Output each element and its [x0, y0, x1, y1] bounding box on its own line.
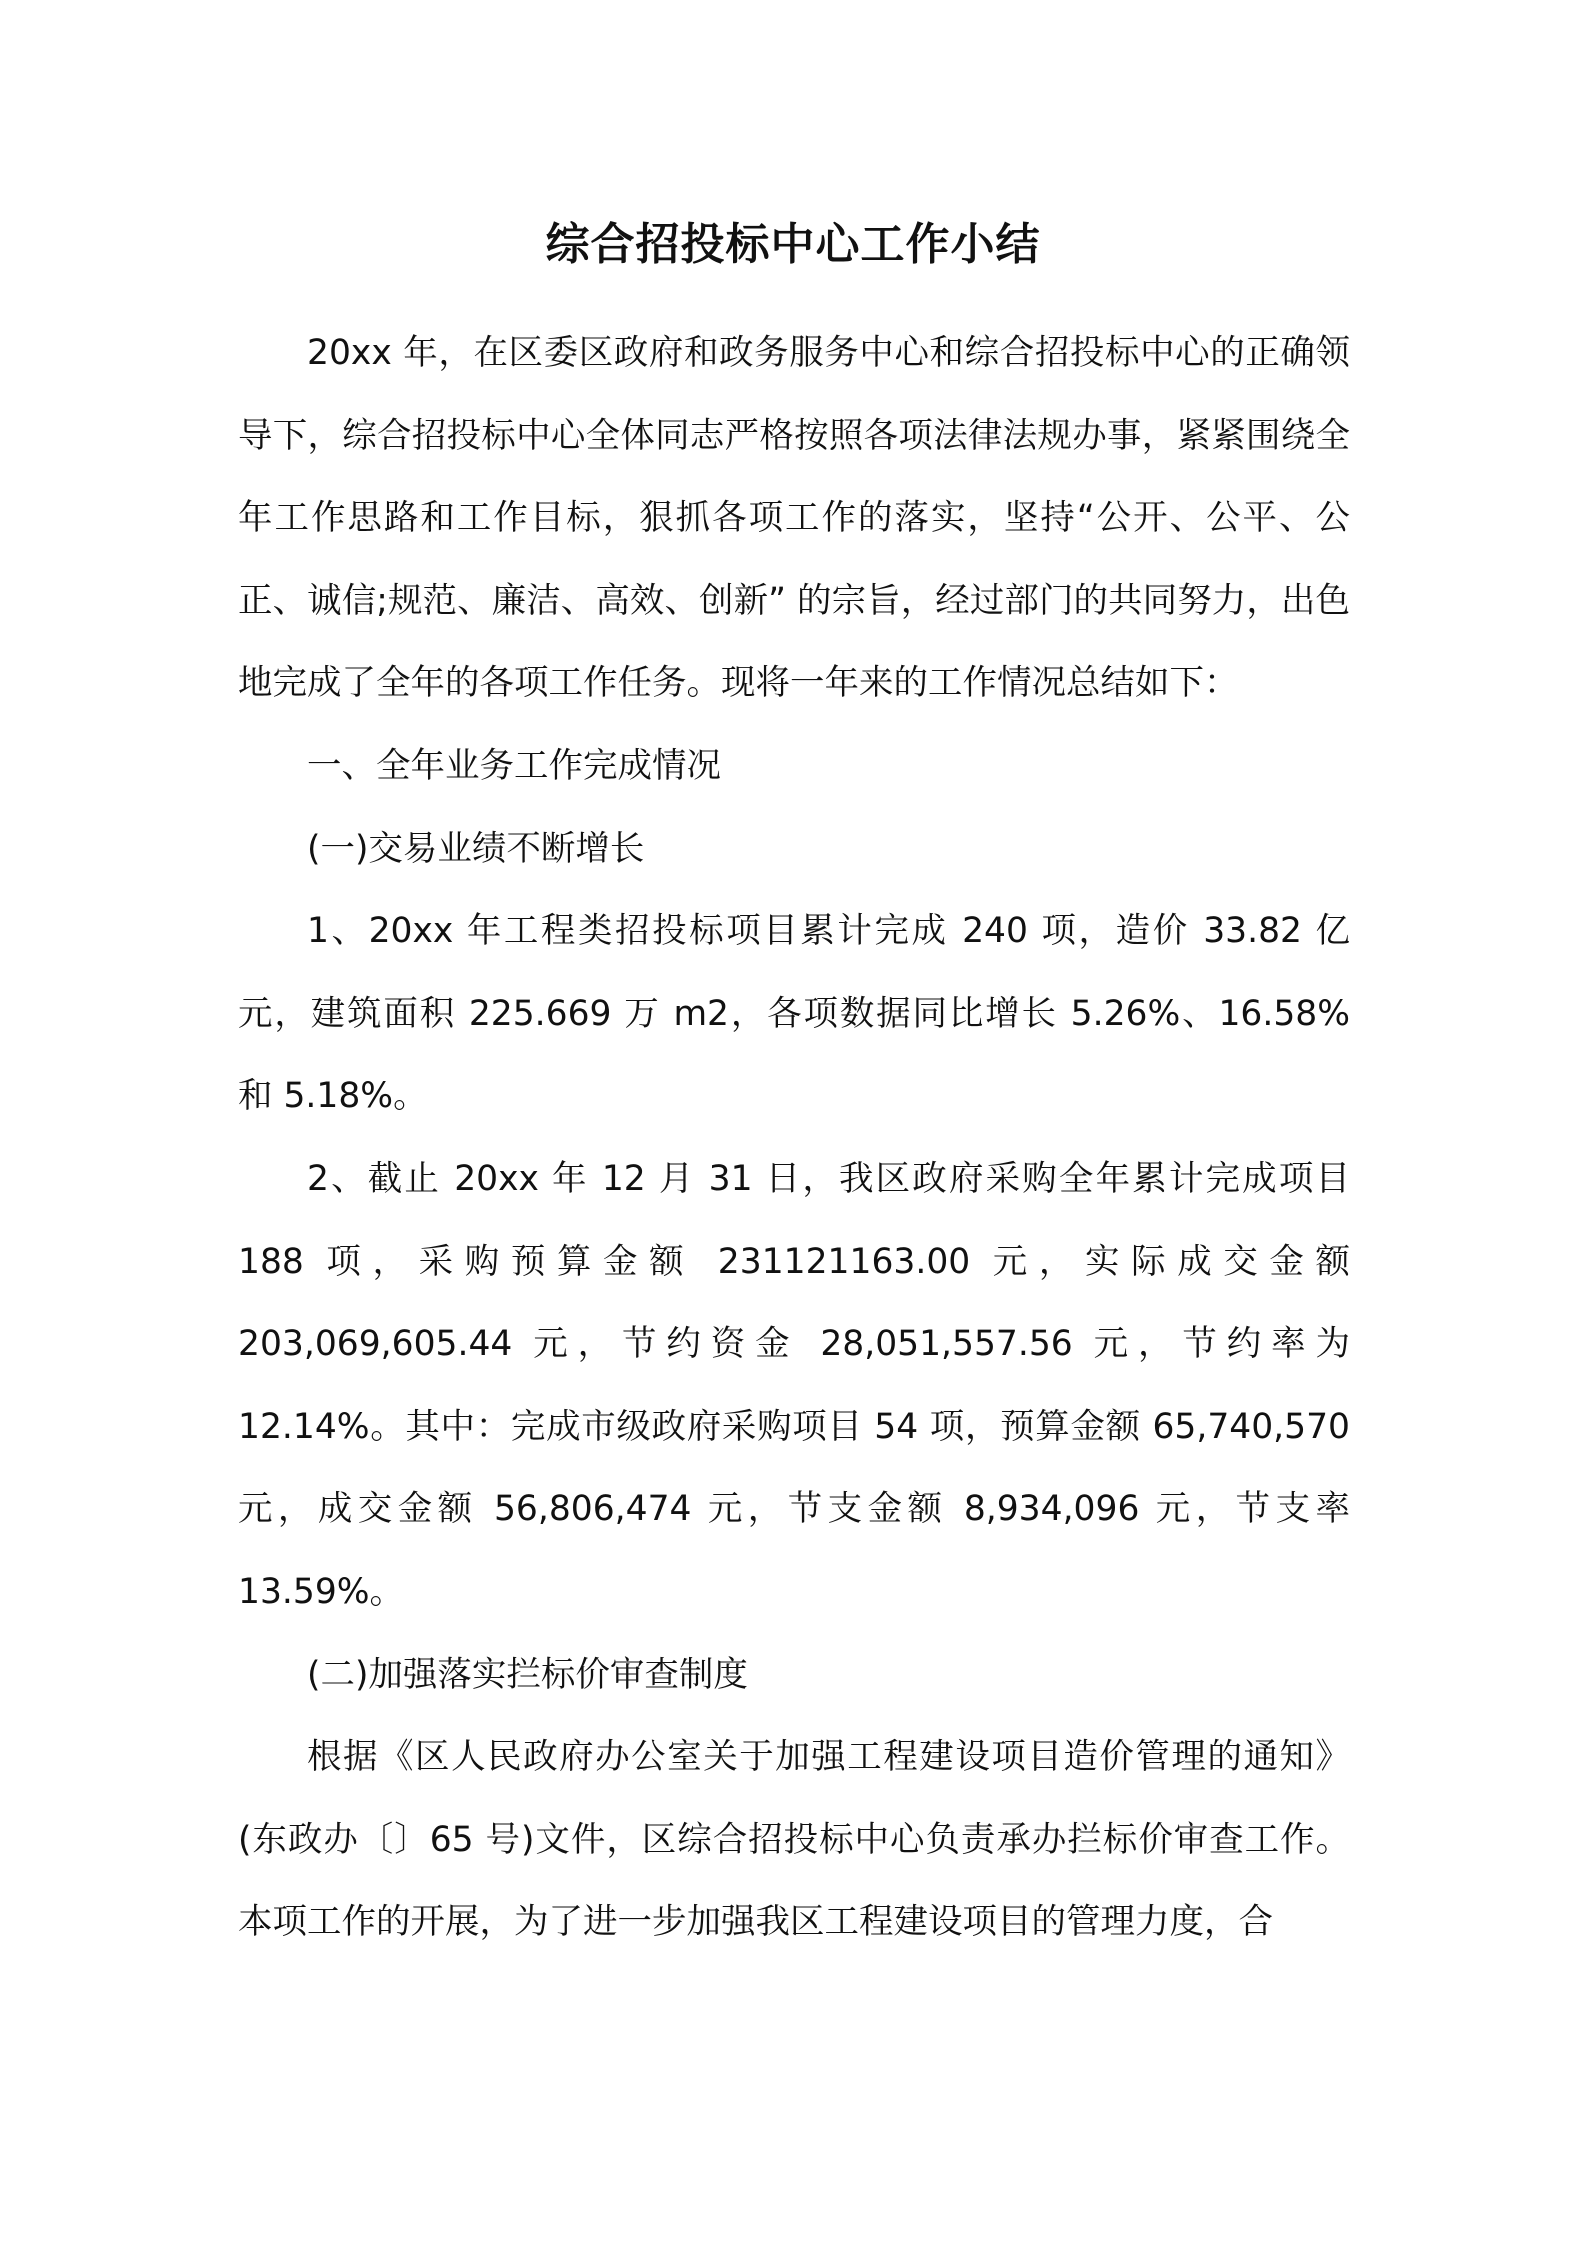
review-paragraph: 根据《区人民政府办公室关于加强工程建设项目造价管理的通知》(东政办〔〕65 号)文件，区综合招投标中心负责承办拦标价审查工作。本项工作的开展，为了进一步加强我区工程建设项目的管理力度，合	[238, 1737, 1350, 1943]
intro-paragraph: 20xx 年，在区委区政府和政务服务中心和综合招投标中心的正确领导下，综合招投标中心全体同志严格按照各项法律法规办事，紧紧围绕全年工作思路和工作目标，狠抓各项工作的落实，坚持“公开、公平、公正、诚信;规范、廉洁、高效、创新” 的宗旨，经过部门的共同努力，出色地完成了全年的各项工作任务。现将一年来的工作情况总结如下：	[238, 333, 1350, 704]
procurement-stats-paragraph: 2、截止 20xx 年 12 月 31 日，我区政府采购全年累计完成项目 188 项，采购预算金额 231121163.00 元，实际成交金额 203,069,605.44 元，节约资金 28,051,557.56 元，节约率为 12.14%。其中：完成市级政府采购项目 54 项，预算金额 65,740,570 元，成交金额 56,806,474 元，节支金额 8,934,096 元，节支率 13.59%。	[238, 1158, 1350, 1612]
subsection-heading-2: (二)加强落实拦标价审查制度	[307, 1654, 748, 1695]
document-body	[238, 312, 1350, 1964]
document-title: 综合招投标中心工作小结	[545, 219, 1041, 270]
subsection-heading-1: (一)交易业绩不断增长	[307, 828, 645, 869]
section-heading-1: 一、全年业务工作完成情况	[307, 745, 721, 786]
engineering-stats-paragraph: 1、20xx 年工程类招投标项目累计完成 240 项，造价 33.82 亿元，建筑面积 225.669 万 m2，各项数据同比增长 5.26%、16.58% 和 5.18%。	[238, 911, 1350, 1117]
